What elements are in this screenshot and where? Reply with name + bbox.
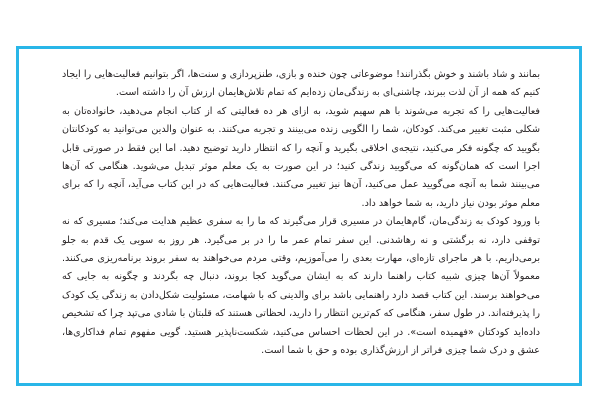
paragraph-2: فعالیت‌هایی را که تجربه می‌شوند با هم سهیم شوید، به ازای هر ده فعالیتی که از کتاب انجام می‌دهید، خانواده‌تان به شکلی مثبت تغییر می‌کند. کودکان، شما را الگویی زنده می‌بینند و تجربه می‌کنند. به عنوان والدین می‌توانید به کودکانتان بگویید که چگونه فکر می‌کنید، نتیجه‌ی اخلاقی بگیرید و آنچه را که انتظار دارید توضیح دهید. اما این فقط در صورتی قابل اجرا است که همان‌گونه که می‌گویید زندگی کنید؛ در این صورت به یک معلم موثر تبدیل می‌شوید. هنگامی که آن‌ها می‌بینند شما به آنچه می‌گویید عمل می‌کنید، آن‌ها نیز تغییر می‌کنند. فعالیت‌هایی که در این کتاب می‌آید، آنچه را که برای معلم موثر بودن نیاز دارید، به شما خواهد داد. [62, 105, 540, 209]
paragraph-3: با ورود کودک به زندگی‌مان، گام‌هایمان در مسیری قرار می‌گیرند که ما را به سفری عظیم هدایت می‌کند؛ مسیری که نه توقفی دارد، نه برگشتی و نه رهاشدنی. این سفر تمام عمر ما را در بر می‌گیرد. هر روز به سویی یک قدم به جلو برمی‌داریم. با هر ماجرای تازه‌ای، مهارت بعدی را می‌آموزیم، وقتی مردم می‌خواهند به سفر بروند برنامه‌ریزی می‌کنند. معمولاً آن‌ها چیزی شبیه کتاب راهنما دارند که به ایشان می‌گوید کجا بروند، دنبال چه بگردند و چگونه به جایی که می‌خواهند برسند. این کتاب قصد دارد راهنمایی باشد برای والدینی که با شهامت، مسئولیت شکل‌دادن به زندگی یک کودک را پذیرفته‌اند. در طول سفر، هنگامی که کم‌ترین انتظار را دارید، لحظاتی هستند که قلبتان با شادی می‌تپد چرا که تشخیص داده‌اید کودکتان «فهمیده است». در این لحظات احساس می‌کنید، شکست‌ناپذیر هستید. گویی مفهوم تمام فداکاری‌ها، عشق و درک شما چیزی فراتر از ارزش‌گذاری بوده و حق با شما است. [62, 216, 540, 357]
paragraph-1: بمانند و شاد باشند و خوش بگذرانند! موضوعاتی چون خنده و بازی، طنزپردازی و سنت‌ها، اگر بتوانیم فعالیت‌هایی را ایجاد کنیم که همه از آن لذت ببرند، چاشنی‌ای به زندگی‌مان زده‌ایم که تمام تلاش‌هایمان ارزش آن را داشته است. [62, 69, 540, 99]
body-text [62, 66, 540, 361]
